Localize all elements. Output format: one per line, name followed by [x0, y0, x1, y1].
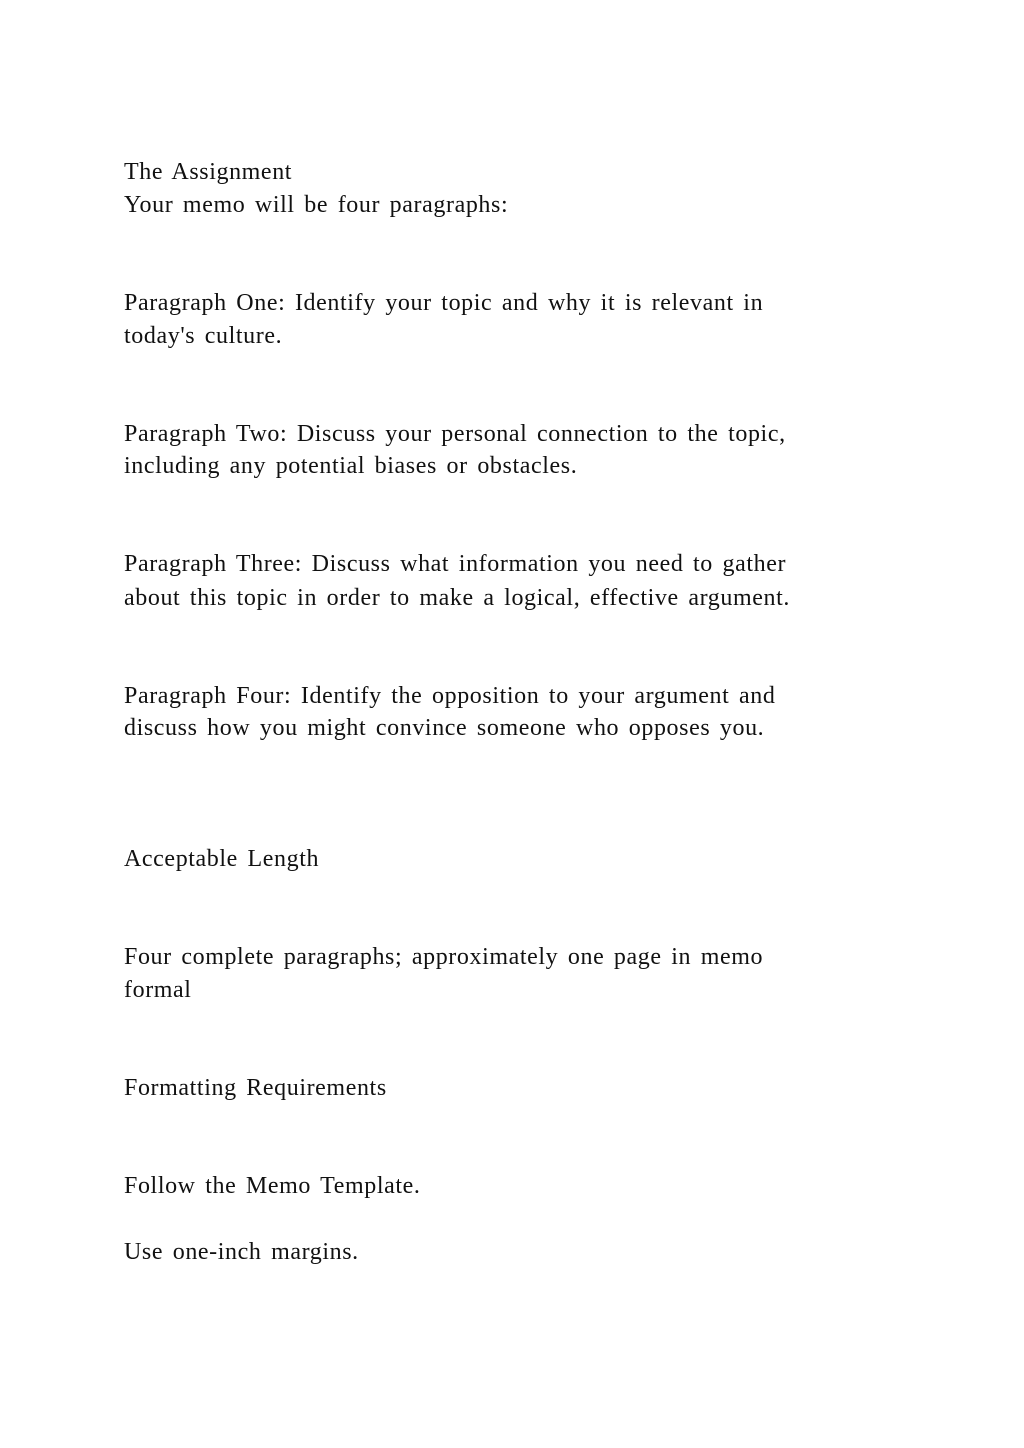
- paragraph-three-line-1: Paragraph Three: Discuss what information you need to gather: [124, 551, 787, 577]
- formatting-heading: Formatting Requirements: [124, 1075, 387, 1101]
- paragraph-three-line-2: about this topic in order to make a logical, effective argument.: [124, 585, 790, 611]
- assignment-intro: Your memo will be four paragraphs:: [124, 192, 509, 218]
- length-text-line-1: Four complete paragraphs; approximately one page in memo: [124, 944, 764, 970]
- paragraph-two-line-1: Paragraph Two: Discuss your personal connection to the topic,: [124, 421, 786, 447]
- paragraph-two-line-2: including any potential biases or obstacles.: [124, 453, 578, 479]
- paragraph-one-line-1: Paragraph One: Identify your topic and why it is relevant in: [124, 290, 764, 316]
- paragraph-one-line-2: today's culture.: [124, 323, 283, 349]
- length-text-line-2: formal: [124, 977, 192, 1003]
- paragraph-four-line-1: Paragraph Four: Identify the opposition to your argument and: [124, 683, 776, 709]
- length-heading: Acceptable Length: [124, 846, 320, 872]
- formatting-item-template: Follow the Memo Template.: [124, 1173, 421, 1199]
- paragraph-four-line-2: discuss how you might convince someone who opposes you.: [124, 715, 765, 741]
- assignment-heading: The Assignment: [124, 159, 293, 185]
- formatting-item-margins: Use one-inch margins.: [124, 1239, 359, 1265]
